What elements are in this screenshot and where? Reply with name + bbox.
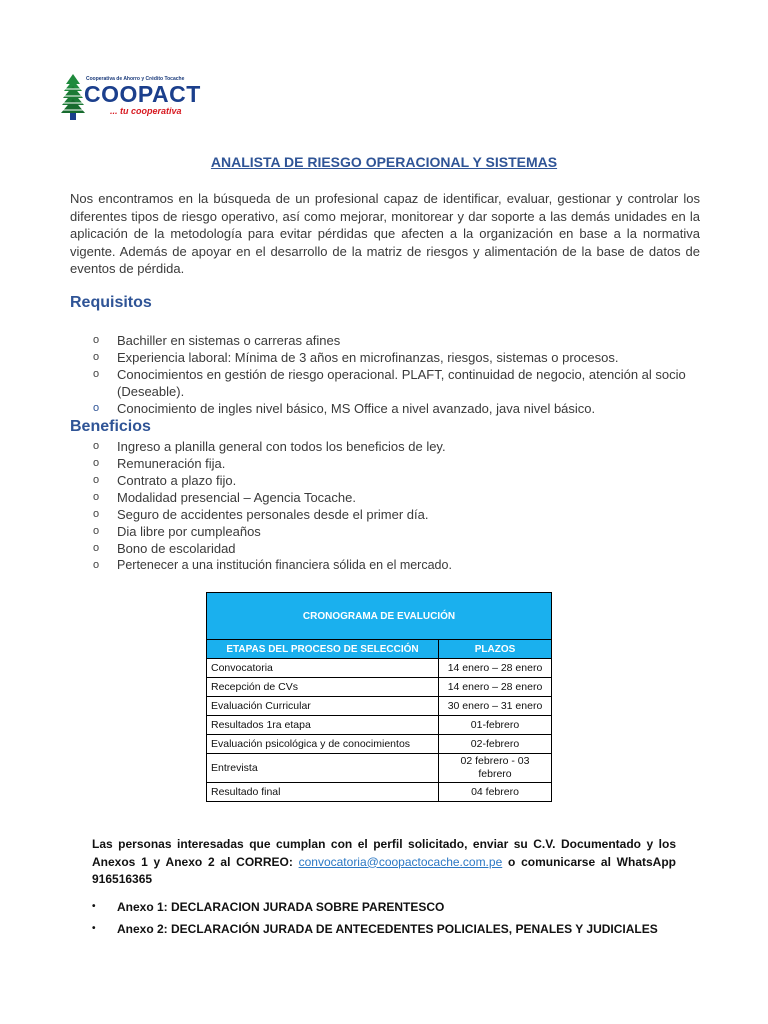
plazo-cell: 01-febrero <box>439 716 552 735</box>
etapa-cell: Entrevista <box>207 754 439 783</box>
list-item: o Remuneración fija. <box>93 456 226 471</box>
bullet-marker: o <box>93 559 100 571</box>
intro-paragraph: Nos encontramos en la búsqueda de un profesional capaz de identificar, evaluar, gestionar y controlar los diferentes tipos de riesgo operativo, así como mejorar, monitorear y dar soporte a las demás unidades en la aplicación de la metodología para evitar pérdidas que afecten a la organización en base a la normativa vigente. Además de apoyar en el desarrollo de la matriz de riesgos y alimentación de la base de datos de eventos de pérdida. <box>70 191 700 277</box>
bullet-icon: • <box>92 923 96 934</box>
plazo-cell: 14 enero – 28 enero <box>439 678 552 697</box>
cronograma-table <box>206 592 552 802</box>
table-caption: CRONOGRAMA DE EVALUCIÓN <box>207 593 552 640</box>
bullet-marker: o <box>93 368 100 380</box>
logo-tagline: ... tu cooperativa <box>110 106 182 116</box>
bullet-marker: o <box>93 440 100 452</box>
etapa-cell: Evaluación Curricular <box>207 697 439 716</box>
requisitos-list <box>93 332 700 417</box>
tree-icon <box>60 72 86 122</box>
bullet-marker: o <box>93 508 100 520</box>
table-row <box>207 697 552 716</box>
list-item: o Conocimiento de ingles nivel básico, MS Office a nivel avanzado, java nivel básico. <box>93 401 596 416</box>
bullet-marker: o <box>93 525 100 537</box>
requisitos-heading: Requisitos <box>70 294 152 311</box>
list-item: o Contrato a plazo fijo. <box>93 473 237 488</box>
email-link[interactable]: convocatoria@coopactocache.com.pe <box>298 854 503 869</box>
table-row <box>207 754 552 783</box>
logo-small-text: Cooperativa de Ahorro y Crédito Tocache <box>86 76 185 82</box>
plazo-cell: 14 enero – 28 enero <box>439 659 552 678</box>
bullet-marker: o <box>93 474 100 486</box>
list-item: o Bono de escolaridad <box>93 541 236 556</box>
table-row <box>207 659 552 678</box>
etapa-cell: Recepción de CVs <box>207 678 439 697</box>
contact-text-after: o comunicarse al WhatsApp 916516365 <box>92 854 676 886</box>
bullet-marker: o <box>93 402 100 414</box>
logo-brand: COOPACT <box>84 81 201 107</box>
list-item: o Ingreso a planilla general con todos los beneficios de ley. <box>93 439 446 454</box>
list-item: o Experiencia laboral: Mínima de 3 años en microfinanzas, riesgos, sistemas o procesos. <box>93 350 619 365</box>
anexos-list <box>92 896 658 940</box>
list-item: o Bachiller en sistemas o carreras afines <box>93 333 341 348</box>
plazo-cell: 02 febrero - 03 febrero <box>439 754 552 783</box>
list-item: o Seguro de accidentes personales desde el primer día. <box>93 507 429 522</box>
list-item: • Anexo 2: DECLARACIÓN JURADA DE ANTECEDENTES POLICIALES, PENALES Y JUDICIALES <box>92 918 658 940</box>
list-item: o Conocimientos en gestión de riesgo operacional. PLAFT, continuidad de negocio, atención al socio (Deseable). <box>93 367 686 399</box>
contact-text-before: Las personas interesadas que cumplan con el perfil solicitado, enviar su C.V. Documentado y los Anexos 1 y Anexo 2 al CORREO: <box>92 837 676 869</box>
list-item: • Anexo 1: DECLARACION JURADA SOBRE PARENTESCO <box>92 896 658 918</box>
table-row <box>207 735 552 754</box>
list-item: o Pertenecer a una institución financiera sólida en el mercado. <box>93 558 452 572</box>
page-title: ANALISTA DE RIESGO OPERACIONAL Y SISTEMAS <box>210 154 558 170</box>
beneficios-list <box>93 438 700 574</box>
bullet-marker: o <box>93 334 100 346</box>
etapa-cell: Resultado final <box>207 783 439 802</box>
beneficios-heading: Beneficios <box>70 418 151 435</box>
table-row <box>207 716 552 735</box>
bullet-marker: o <box>93 351 100 363</box>
plazo-cell: 04 febrero <box>439 783 552 802</box>
contact-paragraph <box>92 836 676 889</box>
list-item: o Modalidad presencial – Agencia Tocache. <box>93 490 356 505</box>
bullet-marker: o <box>93 491 100 503</box>
table-row <box>207 678 552 697</box>
etapa-cell: Convocatoria <box>207 659 439 678</box>
bullet-icon: • <box>92 901 96 912</box>
plazo-cell: 30 enero – 31 enero <box>439 697 552 716</box>
table-row <box>207 783 552 802</box>
etapa-cell: Resultados 1ra etapa <box>207 716 439 735</box>
list-item: o Dia libre por cumpleaños <box>93 524 261 539</box>
column-header-etapas: ETAPAS DEL PROCESO DE SELECCIÓN <box>207 640 439 659</box>
column-header-plazos: PLAZOS <box>439 640 552 659</box>
bullet-marker: o <box>93 542 100 554</box>
company-logo <box>60 72 200 124</box>
plazo-cell: 02-febrero <box>439 735 552 754</box>
bullet-marker: o <box>93 457 100 469</box>
etapa-cell: Evaluación psicológica y de conocimientos <box>207 735 439 754</box>
